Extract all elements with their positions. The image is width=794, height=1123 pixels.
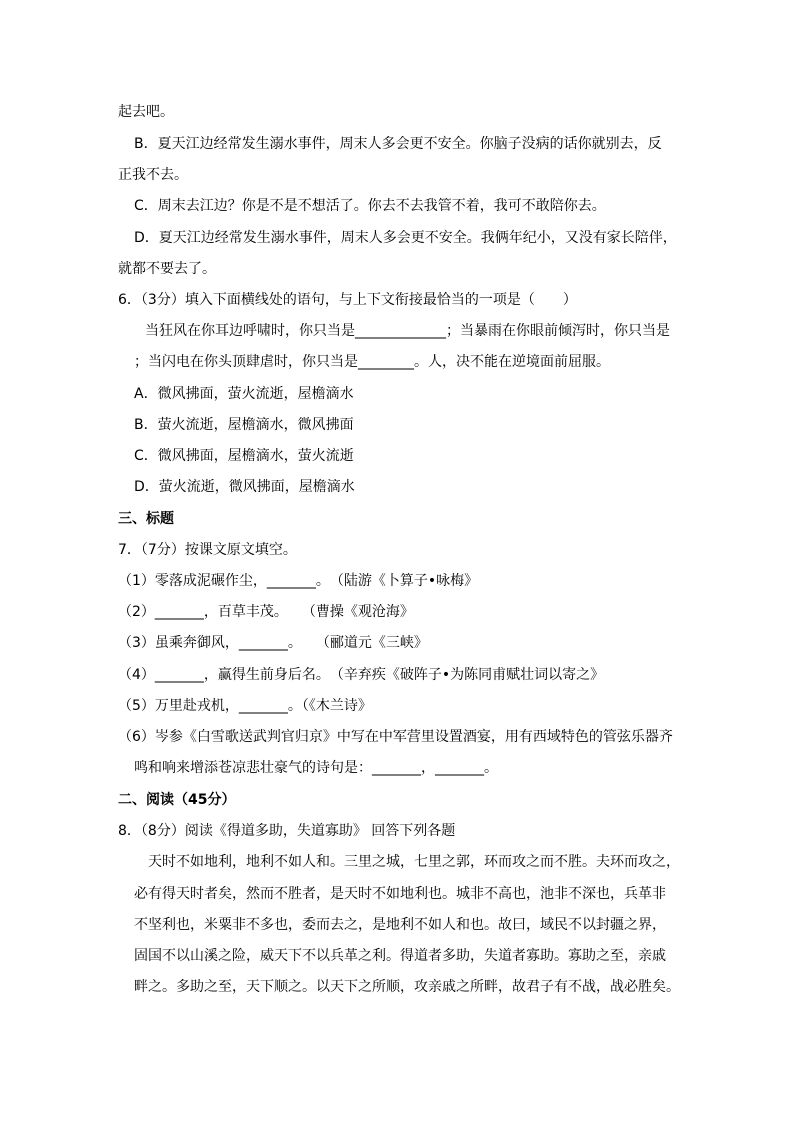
q8-passage-line4: 固国不以山溪之险，威天下不以兵革之利。得道者多助，失道者寡助。寡助之至，亲戚 [134,948,666,964]
q5-option-c: C．周末去江边？你是不是不想活了。你去不去我管不着，我可不敢陪你去。 [134,198,606,214]
q7-item-1: （1）零落成泥碾作尘，_______。 （陆游《卜算子•咏梅》 [118,573,479,589]
q5-option-d-line2: 就都不要去了。 [118,261,216,277]
q5-option-b-line1: B．夏天江边经常发生溺水事件，周末人多会更不安全。你脑子没病的话你就别去，反 [134,136,662,152]
q6-option-b: B．萤火流逝，屋檐滴水，微风拂面 [134,417,354,433]
q6-text-line2: ；当闪电在你头顶肆虐时，你只当是________。人，决不能在逆境面前屈服。 [134,354,610,370]
q7-item-6-line2: 鸣和响来增添苍凉悲壮豪气的诗句是：_______，_______。 [134,760,498,776]
q6-option-a: A．微风拂面，萤火流逝，屋檐滴水 [134,386,354,402]
q6-option-d: D．萤火流逝，微风拂面，屋檐滴水 [134,479,355,495]
q7-item-2: （2）_______，百草丰茂。 （曹操《观沧海》 [118,604,414,620]
q6-text-line1: 当狂风在你耳边呼啸时，你只当是_____________；当暴雨在你眼前倾泻时，你只当是 [145,323,670,339]
section-heading-biaoti: 三、标题 [118,511,174,527]
q7-item-5: （5）万里赴戎机，_______。（《木兰诗》 [118,698,372,714]
q8-passage-line1: 天时不如地利，地利不如人和。三里之城，七里之郭，环而攻之而不胜。夫环而攻之， [148,854,680,870]
q7-item-3: （3）虽乘奔御风，_______。 （郦道元《三峡》 [118,635,428,651]
q7-item-6-line1: （6）岑参《白雪歌送武判官归京》中写在中军营里设置酒宴，用有西域特色的管弦乐器齐 [118,729,673,745]
q6-stem: 6．（3分）填入下面横线处的语句，与上下文衔接最恰当的一项是（ ） [118,292,577,308]
q7-item-4: （4）_______，赢得生前身后名。 （辛弃疾《破阵子•为陈同甫赋壮词以寄之》 [118,667,605,683]
section-heading-reading: 二、阅读（45分） [118,792,236,808]
q7-stem: 7．（7分）按课文原文填空。 [118,542,297,558]
q5-option-b-line2: 正我不去。 [118,167,188,183]
q8-stem: 8．（8分）阅读《得道多助，失道寡助》 回答下列各题 [118,823,456,839]
q8-passage-line3: 不坚利也，米粟非不多也，委而去之，是地利不如人和也。故曰，域民不以封疆之界， [134,917,666,933]
q8-passage-line5: 畔之。多助之至，天下顺之。以天下之所顺，攻亲戚之所畔，故君子有不战，战必胜矣。 [134,979,680,995]
q8-passage-line2: 必有得天时者矣，然而不胜者，是天时不如地利也。城非不高也，池非不深也，兵革非 [134,886,666,902]
q6-option-c: C．微风拂面，屋檐滴水，萤火流逝 [134,448,354,464]
q5-option-d-line1: D．夏天江边经常发生溺水事件，周末人多会更不安全。我俩年纪小，又没有家长陪伴， [134,230,677,246]
q5-option-a-continuation: 起去吧。 [118,104,174,120]
